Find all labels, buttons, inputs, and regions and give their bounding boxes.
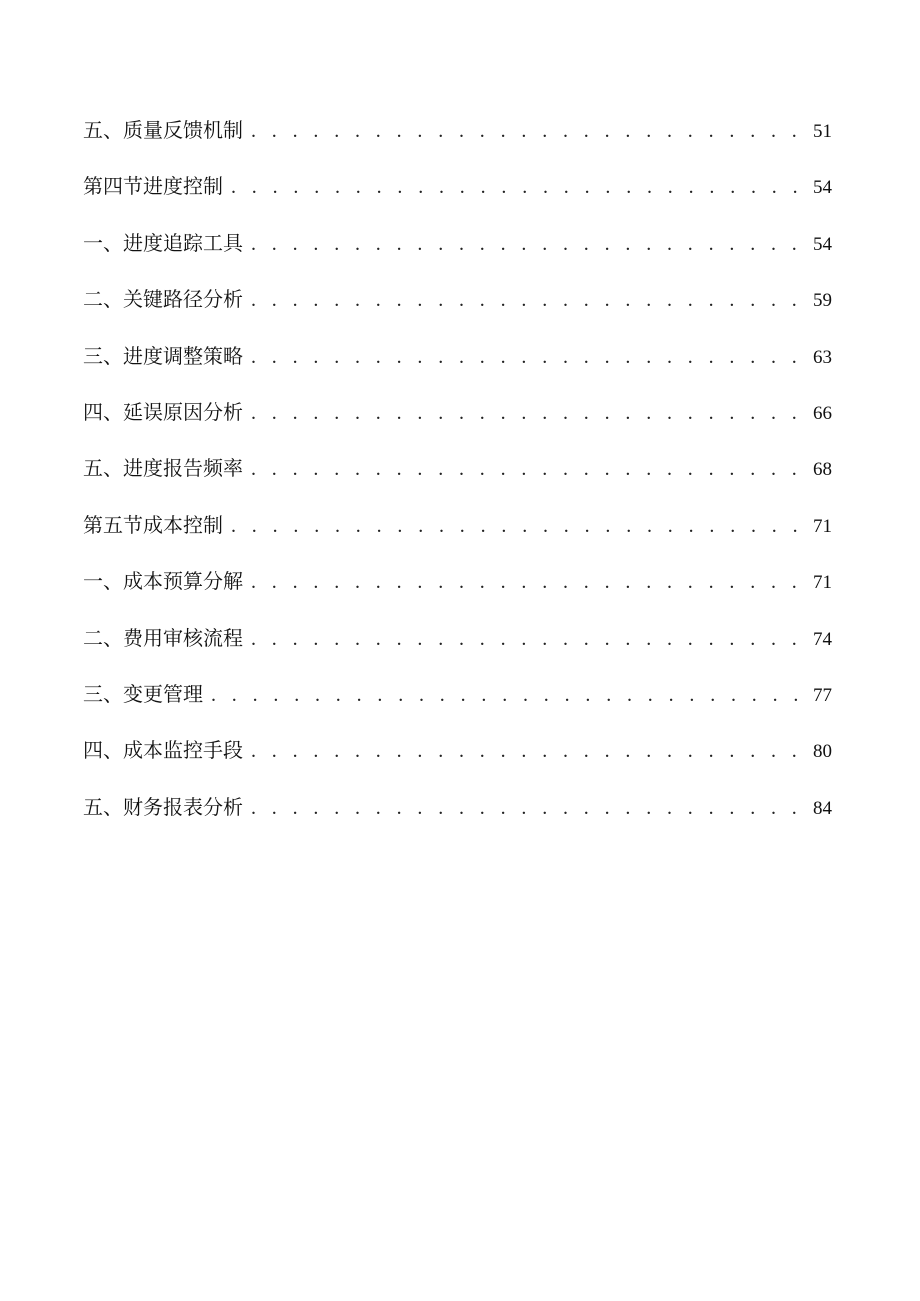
- toc-entry[interactable]: [83, 396, 832, 452]
- toc-dot-leader: [231, 176, 807, 199]
- toc-entry-title: 三、进度调整策略: [83, 343, 243, 368]
- toc-dot-leader: [251, 740, 807, 763]
- toc-entry-title: 一、成本预算分解: [83, 569, 243, 594]
- toc-page-number: 54: [813, 177, 832, 199]
- toc-page-number: 77: [813, 684, 832, 706]
- toc-dot-leader: [251, 628, 807, 651]
- toc-page-number: 71: [813, 515, 832, 537]
- toc-entry-title: 四、延误原因分析: [83, 399, 243, 424]
- toc-entry-title: 三、变更管理: [83, 681, 203, 706]
- toc-entry[interactable]: [83, 678, 832, 734]
- toc-entry-title: 五、进度报告频率: [83, 456, 243, 481]
- toc-page-number: 74: [813, 628, 832, 650]
- toc-dot-leader: [251, 120, 807, 143]
- toc-entry[interactable]: [83, 452, 832, 508]
- toc-dot-leader: [251, 346, 807, 369]
- toc-dot-leader: [231, 515, 807, 538]
- toc-dot-leader: [251, 797, 807, 820]
- table-of-contents: [83, 114, 832, 847]
- toc-entry-title: 第五节成本控制: [83, 512, 223, 537]
- toc-entry-title: 第四节进度控制: [83, 174, 223, 199]
- toc-entry-title: 二、关键路径分析: [83, 287, 243, 312]
- toc-entry[interactable]: [83, 565, 832, 621]
- toc-page-number: 51: [813, 121, 832, 142]
- toc-dot-leader: [211, 684, 807, 707]
- toc-entry[interactable]: [83, 509, 832, 565]
- toc-entry-title: 一、进度追踪工具: [83, 230, 243, 255]
- toc-dot-leader: [251, 402, 807, 425]
- toc-entry[interactable]: [83, 114, 832, 170]
- toc-entry[interactable]: [83, 622, 832, 678]
- toc-dot-leader: [251, 571, 807, 594]
- toc-entry-title: 五、财务报表分析: [83, 794, 243, 819]
- toc-entry[interactable]: [83, 734, 832, 790]
- toc-page-number: 84: [813, 797, 832, 819]
- toc-page-number: 59: [813, 290, 832, 312]
- toc-page-number: 80: [813, 741, 832, 763]
- toc-entry-title: 五、质量反馈机制: [83, 118, 243, 142]
- toc-page-number: 54: [813, 233, 832, 255]
- toc-entry[interactable]: [83, 283, 832, 339]
- toc-entry[interactable]: [83, 227, 832, 283]
- toc-dot-leader: [251, 233, 807, 256]
- toc-entry-title: 二、费用审核流程: [83, 625, 243, 650]
- toc-dot-leader: [251, 289, 807, 312]
- toc-entry[interactable]: [83, 340, 832, 396]
- toc-page-number: 71: [813, 572, 832, 594]
- toc-page-number: 68: [813, 459, 832, 481]
- toc-entry[interactable]: [83, 170, 832, 226]
- toc-dot-leader: [251, 458, 807, 481]
- toc-entry-title: 四、成本监控手段: [83, 738, 243, 763]
- toc-page-number: 66: [813, 402, 832, 424]
- toc-entry[interactable]: [83, 791, 832, 847]
- toc-page-number: 63: [813, 346, 832, 368]
